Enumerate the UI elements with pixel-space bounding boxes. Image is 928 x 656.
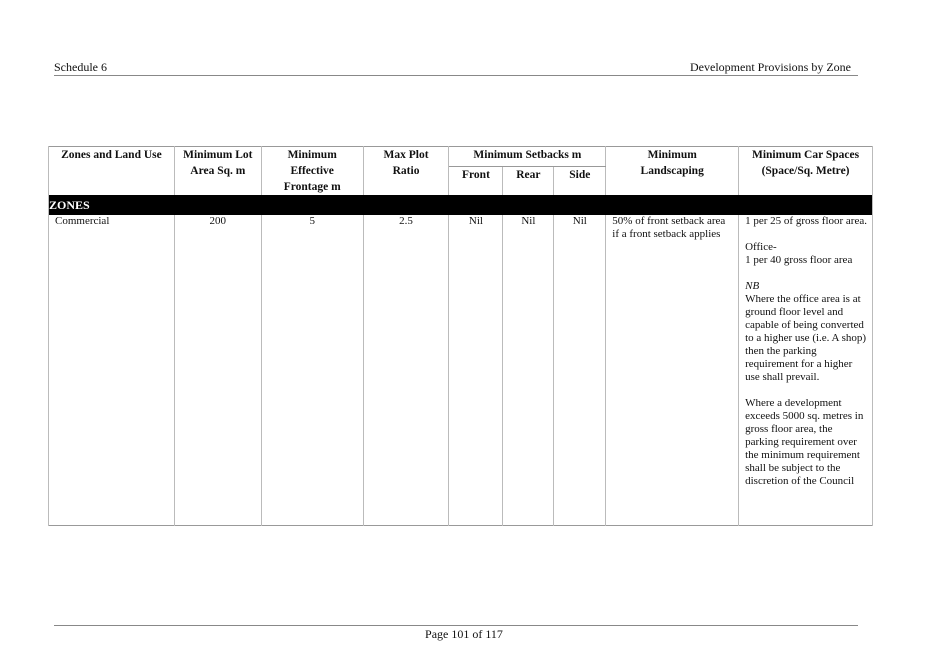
col-zones-land-use: Zones and Land Use bbox=[49, 147, 175, 196]
col-setbacks: Minimum Setbacks m bbox=[449, 147, 606, 167]
cell-rear: Nil bbox=[503, 215, 554, 526]
col-car-spaces: Minimum Car Spaces (Space/Sq. Metre) bbox=[739, 147, 873, 196]
col-frontage: Minimum Effective Frontage m bbox=[261, 147, 363, 196]
cell-use: Commercial bbox=[49, 215, 175, 526]
development-provisions-table bbox=[48, 146, 873, 526]
col-plot-ratio: Max Plot Ratio bbox=[363, 147, 449, 196]
col-rear: Rear bbox=[503, 167, 554, 196]
section-zones: ZONES bbox=[49, 195, 873, 215]
cell-landscaping: 50% of front setback area if a front setback applies bbox=[606, 215, 739, 526]
car-rule-office: Office- 1 per 40 gross floor area bbox=[745, 241, 853, 266]
col-min-lot: Minimum Lot Area Sq. m bbox=[174, 147, 261, 196]
col-landscaping: Minimum Landscaping bbox=[606, 147, 739, 196]
header-divider bbox=[54, 75, 858, 76]
car-rule-general: 1 per 25 of gross floor area. bbox=[745, 215, 867, 227]
car-rule-large-dev: Where a development exceeds 5000 sq. metres in gross floor area, the parking requirement over the minimum requirement shall be subject to the discretion of the Council bbox=[745, 397, 864, 487]
cell-frontage: 5 bbox=[261, 215, 363, 526]
car-rule-note: NB Where the office area is at ground floor level and capable of being converted to a higher use (i.e. A shop) then the parking requirement for a higher use shall prevail. bbox=[745, 280, 867, 383]
col-side: Side bbox=[554, 167, 606, 196]
header-schedule: Schedule 6 bbox=[54, 60, 107, 74]
cell-plot: 2.5 bbox=[363, 215, 449, 526]
table-row bbox=[49, 215, 873, 526]
cell-front: Nil bbox=[449, 215, 503, 526]
page-number: Page 101 of 117 bbox=[425, 627, 503, 641]
cell-side: Nil bbox=[554, 215, 606, 526]
cell-car-spaces bbox=[739, 215, 873, 526]
cell-lot: 200 bbox=[174, 215, 261, 526]
header-title: Development Provisions by Zone bbox=[690, 60, 851, 74]
footer-divider bbox=[54, 625, 858, 626]
col-front: Front bbox=[449, 167, 503, 196]
